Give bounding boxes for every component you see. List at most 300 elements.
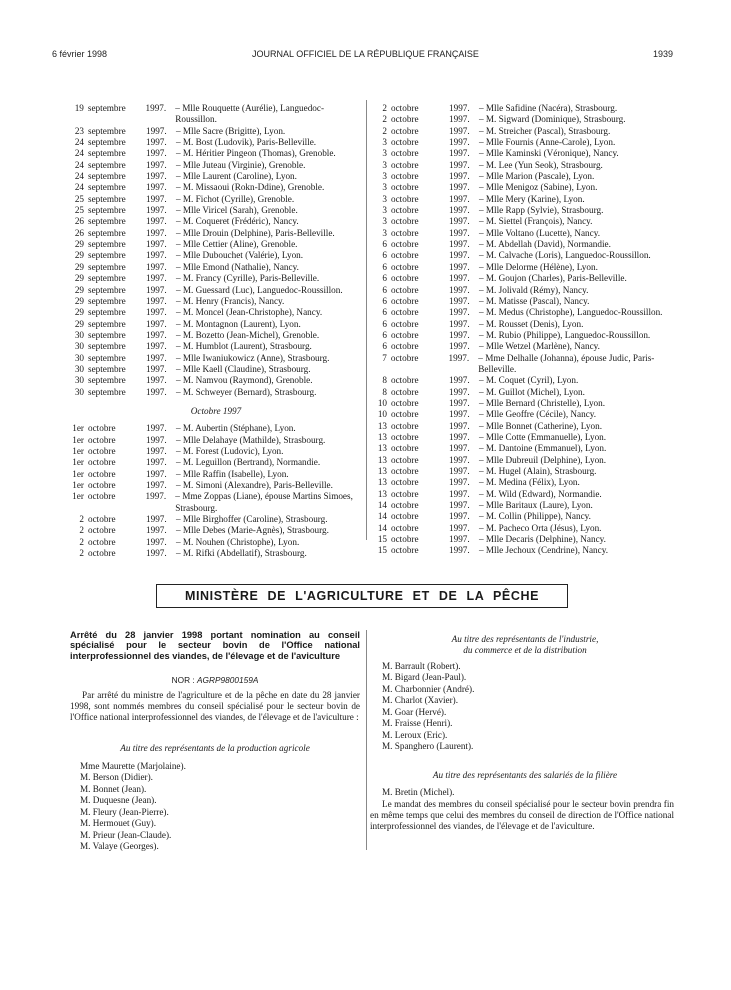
entry-day: 14 [377,500,387,511]
entry-text: – M. Missaoui (Rokn-Ddine), Grenoble. [176,182,325,193]
entry-month: octobre [391,295,419,306]
entry-day: 30 [74,329,84,340]
member-item: M. Bonnet (Jean). [80,783,147,794]
entry-month: octobre [391,148,419,159]
entry-day: 24 [74,171,84,182]
list-item [68,387,364,398]
member-item: M. Berson (Didier). [80,772,153,783]
entry-year: 1997. [449,103,470,113]
entry-month: septembre [88,148,126,159]
entry-year: 1997. [449,307,470,318]
entry-text: – M. Leguillon (Bertrand), Normandie. [176,457,321,468]
list-item [371,126,667,137]
list-item [371,523,667,534]
entry-year: 1997. [146,536,167,547]
entry-text: – M. Jolivald (Rémy), Nancy. [479,284,589,295]
entry-month: septembre [88,363,126,374]
column-divider-lower [366,630,367,850]
entry-year: 1997. [146,193,167,204]
entry-text: – Mlle Debes (Marie-Agnès), Strasbourg. [176,525,329,536]
september-list [68,103,364,398]
entry-month: octobre [391,522,419,533]
list-item [68,262,364,273]
entry-day: 1er [72,434,84,445]
section-heading-industrie-line1: Au titre des représentants de l'industrie, [451,634,599,644]
member-item: M. Goar (Hervé). [382,706,447,717]
entry-month: septembre [88,239,126,250]
entry-month: septembre [88,295,126,306]
entry-month: octobre [391,239,419,250]
entry-year: 1997. [146,329,167,340]
list-item [371,477,667,488]
member-item: M. Fleury (Jean-Pierre). [80,806,169,817]
entry-day: 15 [377,534,387,545]
entry-month: septembre [88,375,126,386]
list-item [68,137,364,148]
entry-year: 1997. [449,273,470,284]
entry-month: octobre [391,137,419,148]
entry-text: – M. Moncel (Jean-Christophe), Nancy. [176,307,323,318]
entry-year: 1997. [146,137,167,148]
entry-year: 1997. [449,534,470,545]
entry-year: 1997. [449,500,470,511]
entry-day: 1er [72,491,84,502]
entry-text: – M. Siettel (François), Nancy. [479,216,593,227]
entry-day: 24 [74,182,84,193]
entry-day: 13 [377,477,387,488]
journal-title: JOURNAL OFFICIEL DE LA RÉPUBLIQUE FRANÇAISE [252,49,479,59]
entry-year: 1997. [449,205,470,216]
entry-month: septembre [88,386,126,397]
list-item [68,285,364,296]
entry-text: – Mlle Dubreuil (Delphine), Lyon. [479,454,607,465]
entry-day: 6 [382,284,387,295]
entry-day: 13 [377,454,387,465]
entry-text: – M. Bost (Ludovik), Paris-Belleville. [176,137,317,148]
entry-year: 1997. [146,445,167,456]
entry-month: octobre [391,307,419,318]
entry-text: – M. Medina (Félix), Lyon. [479,477,580,488]
entry-month: octobre [87,491,116,502]
entry-day: 29 [74,318,84,329]
entry-text: – M. Schweyer (Bernard), Strasbourg. [176,386,317,397]
entry-day: 25 [74,193,84,204]
entry-day: 30 [74,352,84,363]
entry-text: – M. Hugel (Alain), Strasbourg. [479,466,597,476]
member-item: M. Valaye (Georges). [80,841,159,852]
entry-text: – M. Bozetto (Jean-Michel), Grenoble. [176,329,320,340]
entry-month: octobre [88,536,116,547]
list-item [68,216,364,227]
list-item [68,491,364,514]
entry-text: – M. Pacheco Orta (Jésus), Lyon. [479,522,602,533]
entry-text: – M. Francy (Cyrille), Paris-Belleville. [176,273,320,284]
list-item [371,171,667,182]
entry-month: octobre [88,457,116,468]
entry-day: 26 [74,216,84,227]
entry-day: 6 [382,341,387,352]
entry-day: 19 [74,103,84,113]
list-item [371,285,667,296]
entry-text: – M. Medus (Christophe), Languedoc-Roussillon. [479,307,663,318]
list-item [371,330,667,341]
list-item [68,160,364,171]
entry-text: – Mlle Kaminski (Véronique), Nancy. [479,148,619,159]
list-item [68,319,364,330]
list-item [371,375,667,386]
entry-text: – M. Abdellah (David), Normandie. [479,239,611,250]
entry-year: 1997. [146,457,167,468]
list-item [371,148,667,159]
entry-month: octobre [391,273,419,284]
entry-day: 30 [74,386,84,397]
list-item [68,435,364,446]
right-column [371,103,667,557]
entry-month: septembre [88,193,126,204]
header-date: 6 février 1998 [52,49,108,59]
entry-day: 29 [74,307,84,318]
member-item: M. Prieur (Jean-Claude). [80,829,172,840]
entry-month: octobre [391,216,419,227]
entry-day: 2 [382,125,387,136]
entry-year: 1997. [449,159,470,170]
entry-text: – M. Humblot (Laurent), Strasbourg. [176,341,312,352]
entry-text: – Mlle Safidine (Nacéra), Strasbourg. [479,103,618,113]
entry-text: – M. Henry (Francis), Nancy. [176,295,285,306]
entry-text: – Mlle Fournis (Anne-Carole), Lyon. [479,137,616,148]
entry-year: 1997. [449,420,470,431]
entry-text: – Mlle Bonnet (Catherine), Lyon. [479,420,602,431]
left-column [68,103,364,559]
salaries-members [382,787,672,798]
entry-year: 1997. [146,125,167,136]
entry-year: 1997. [449,284,470,295]
entry-text: – Mlle Voltano (Lucette), Nancy. [479,227,601,238]
list-item [371,137,667,148]
entry-text: – M. Sigward (Dominique), Strasbourg. [479,114,626,125]
entry-text: – Mlle Delahaye (Mathilde), Strasbourg. [176,434,326,445]
entry-year: 1997. [146,182,167,193]
entry-month: octobre [391,500,419,511]
entry-day: 29 [74,295,84,306]
entry-text: – Mlle Rouquette (Aurélie), Languedoc-Roussillon. [175,103,325,125]
entry-text: – M. Rifki (Abdellatif), Strasbourg. [176,548,307,559]
entry-text: – M. Collin (Philippe), Nancy. [479,511,591,522]
member-item: M. Bigard (Jean-Paul). [382,672,467,683]
entry-day: 29 [74,273,84,284]
list-item [371,545,667,556]
entry-month: septembre [88,273,126,284]
entry-month: octobre [88,423,116,434]
entry-year: 1997. [146,273,167,284]
entry-month: octobre [391,227,419,238]
entry-year: 1997. [146,250,167,261]
entry-day: 3 [382,182,387,193]
entry-month: septembre [88,352,126,363]
list-item [371,160,667,171]
entry-text: – M. Rousset (Denis), Lyon. [479,318,584,329]
entry-year: 1997. [449,375,470,386]
entry-day: 24 [74,148,84,159]
entry-day: 7 [382,352,387,363]
entry-year: 1997. [449,182,470,193]
entry-text: – Mlle Iwaniukowicz (Anne), Strasbourg. [176,352,330,363]
list-item [68,194,364,205]
list-item [68,273,364,284]
entry-text: – Mlle Kaell (Claudine), Strasbourg. [176,363,311,374]
entry-day: 13 [377,488,387,499]
member-item: M. Charlot (Xavier). [382,695,459,706]
list-item [371,296,667,307]
list-item [371,273,667,284]
entry-day: 6 [382,329,387,340]
entry-year: 1997. [449,488,470,499]
list-item [371,205,667,216]
entry-month: septembre [88,205,126,216]
entry-month: septembre [88,159,126,170]
entry-text: – Mlle Baritaux (Laure), Lyon. [479,500,593,511]
entry-year: 1997. [449,318,470,329]
entry-month: octobre [391,261,419,272]
entry-month: septembre [88,261,126,272]
entry-text: – Mlle Sacre (Brigitte), Lyon. [176,125,286,136]
entry-month: octobre [391,103,419,113]
list-item [371,307,667,318]
entry-text: – Mlle Delorme (Hélène), Lyon. [479,261,598,272]
entry-text: – M. Héritier Pingeon (Thomas), Grenoble. [176,148,336,159]
section-heading-salaries: Au titre des représentants des salariés de la filière [432,770,618,780]
entry-day: 14 [377,511,387,522]
entry-day: 2 [79,525,84,536]
nor-label: NOR : [171,675,195,685]
list-item [371,455,667,466]
entry-month: octobre [390,352,419,363]
entry-year: 1997. [449,114,470,125]
entry-year: 1997. [146,159,167,170]
list-item [68,469,364,480]
nor-value: AGRP9800159A [197,675,259,685]
entry-text: – M. Fichot (Cyrille), Grenoble. [176,193,295,204]
entry-month: octobre [391,431,419,442]
entry-year: 1997. [449,522,470,533]
entry-day: 6 [382,250,387,261]
entry-year: 1997. [449,261,470,272]
list-item [68,548,364,559]
entry-month: octobre [391,454,419,465]
entry-text: – Mlle Raffin (Isabelle), Lyon. [176,468,289,479]
list-item [68,353,364,364]
list-item [68,514,364,525]
entry-day: 26 [74,227,84,238]
entry-year: 1997. [449,431,470,442]
entry-year: 1997. [449,227,470,238]
member-item: M. Duquesne (Jean). [80,795,157,806]
entry-day: 3 [382,137,387,148]
entry-day: 3 [382,159,387,170]
entry-day: 6 [382,307,387,318]
entry-month: septembre [88,125,126,136]
list-item [371,466,667,477]
list-item [371,421,667,432]
entry-year: 1997. [146,514,167,525]
entry-year: 1997. [449,193,470,204]
entry-day: 6 [382,318,387,329]
entry-year: 1997. [449,239,470,250]
list-item [68,103,364,126]
entry-day: 3 [382,227,387,238]
member-item: M. Spanghero (Laurent). [382,741,474,752]
entry-text: – Mlle Dubouchet (Valérie), Lyon. [176,250,304,261]
entry-text: – Mlle Rapp (Sylvie), Strasbourg. [479,205,604,216]
entry-text: – M. Coquet (Cyril), Lyon. [479,375,579,386]
list-item [68,296,364,307]
entry-year: 1997. [146,352,167,363]
entry-day: 29 [74,261,84,272]
entry-day: 3 [382,171,387,182]
list-item [371,216,667,227]
list-item [68,126,364,137]
entry-day: 29 [74,239,84,250]
entry-month: octobre [391,397,419,408]
entry-text: – Mlle Emond (Nathalie), Nancy. [176,261,299,272]
section-heading-industrie [375,634,675,656]
entry-text: – Mlle Drouin (Delphine), Paris-Belleville. [176,227,335,238]
entry-month: octobre [391,443,419,454]
entry-text: – Mlle Menigoz (Sabine), Lyon. [479,182,598,193]
entry-day: 2 [382,114,387,125]
entry-day: 13 [377,431,387,442]
entry-month: octobre [391,125,419,136]
entry-month: septembre [88,216,126,227]
list-item [371,432,667,443]
entry-month: octobre [391,318,419,329]
list-item [371,182,667,193]
entry-month: octobre [88,468,116,479]
entry-day: 6 [382,239,387,250]
entry-day: 13 [377,420,387,431]
entry-day: 2 [382,103,387,113]
entry-text: – M. Montagnon (Laurent), Lyon. [176,318,301,329]
entry-month: octobre [391,477,419,488]
entry-month: septembre [88,227,126,238]
entry-text: – M. Namvou (Raymond), Grenoble. [176,375,313,386]
entry-month: septembre [88,318,126,329]
entry-month: octobre [391,329,419,340]
entry-day: 29 [74,284,84,295]
list-item [68,364,364,375]
entry-year: 1997. [146,375,167,386]
entry-year: 1997. [146,363,167,374]
list-item [68,375,364,386]
entry-text: – M. Wild (Edward), Normandie. [479,488,602,499]
entry-month: octobre [391,375,419,386]
entry-text: – M. Lee (Yun Seok), Strasbourg. [479,159,603,170]
list-item [68,205,364,216]
entry-day: 2 [79,548,84,559]
entry-year: 1997. [449,250,470,261]
entry-year: 1997. [145,103,167,113]
entry-year: 1997. [449,545,470,556]
page-header [0,49,731,63]
entry-month: octobre [88,445,116,456]
column-divider [366,100,367,540]
entry-text: – Mlle Mery (Karine), Lyon. [479,193,585,204]
entry-text: – Mme Zoppas (Liane), épouse Martins Simoes, Strasbourg. [175,491,353,513]
entry-year: 1997. [146,284,167,295]
entry-text: – Mlle Jechoux (Cendrine), Nancy. [479,545,609,556]
list-item [68,480,364,491]
list-item [68,525,364,536]
entry-day: 1er [72,457,84,468]
entry-month: septembre [88,250,126,261]
entry-day: 24 [74,137,84,148]
ministry-heading: MINISTÈRE DE L'AGRICULTURE ET DE LA PÊCHE [156,584,568,608]
entry-text: – M. Coqueret (Frédéric), Nancy. [176,216,299,227]
entry-month: octobre [391,545,419,556]
entry-year: 1997. [146,261,167,272]
list-item [68,148,364,159]
entry-year: 1997. [449,216,470,227]
nor-reference [70,675,360,685]
entry-month: septembre [88,307,126,318]
entry-month: septembre [88,171,126,182]
list-item [371,500,667,511]
entry-text: – M. Nouhen (Christophe), Lyon. [176,536,300,547]
list-item [371,114,667,125]
entry-year: 1997. [146,480,167,490]
member-item: M. Fraisse (Henri). [382,718,453,729]
list-item [371,511,667,522]
industrie-members [382,661,672,753]
list-item [68,239,364,250]
entry-day: 30 [74,363,84,374]
entry-year: 1997. [146,423,167,434]
entry-month: septembre [88,182,126,193]
entry-month: octobre [391,114,419,125]
entry-year: 1997. [146,468,167,479]
member-item: M. Bretin (Michel). [382,787,455,797]
entry-day: 3 [382,193,387,204]
page-number: 1939 [652,49,673,59]
entry-day: 1er [72,468,84,479]
list-item [68,341,364,352]
list-item [371,353,667,376]
entry-text: – M. Rubio (Philippe), Languedoc-Roussillon. [479,329,651,340]
entry-day: 3 [382,216,387,227]
entry-text: – Mlle Laurent (Caroline), Lyon. [176,171,297,182]
production-members [80,761,350,853]
member-item: Mme Maurette (Marjolaine). [80,761,186,771]
list-item [68,182,364,193]
entry-text: – M. Forest (Ludovic), Lyon. [176,445,284,456]
entry-year: 1997. [146,239,167,250]
entry-year: 1997. [449,511,470,522]
arrete-title: Arrêté du 28 janvier 1998 portant nomination au conseil spécialisé pour le secteur bovin de l'Office national interprofessionnel des viandes, de l'élevage et de l'aviculture [70,630,360,661]
entry-year: 1997. [146,434,167,445]
list-item [68,457,364,468]
entry-text: – Mlle Bernard (Christelle), Lyon. [479,397,606,408]
entry-text: – Mlle Geoffre (Cécile), Nancy. [479,409,597,420]
entry-text: – Mlle Viricel (Sarah), Grenoble. [176,205,298,216]
member-item: M. Charbonnier (André). [382,683,475,694]
entry-year: 1997. [449,341,470,352]
entry-month: octobre [88,514,116,525]
entry-day: 6 [382,273,387,284]
entry-text: – M. Goujon (Charles), Paris-Belleville. [479,273,627,284]
list-item [68,423,364,434]
list-item [371,262,667,273]
entry-year: 1997. [146,148,167,159]
